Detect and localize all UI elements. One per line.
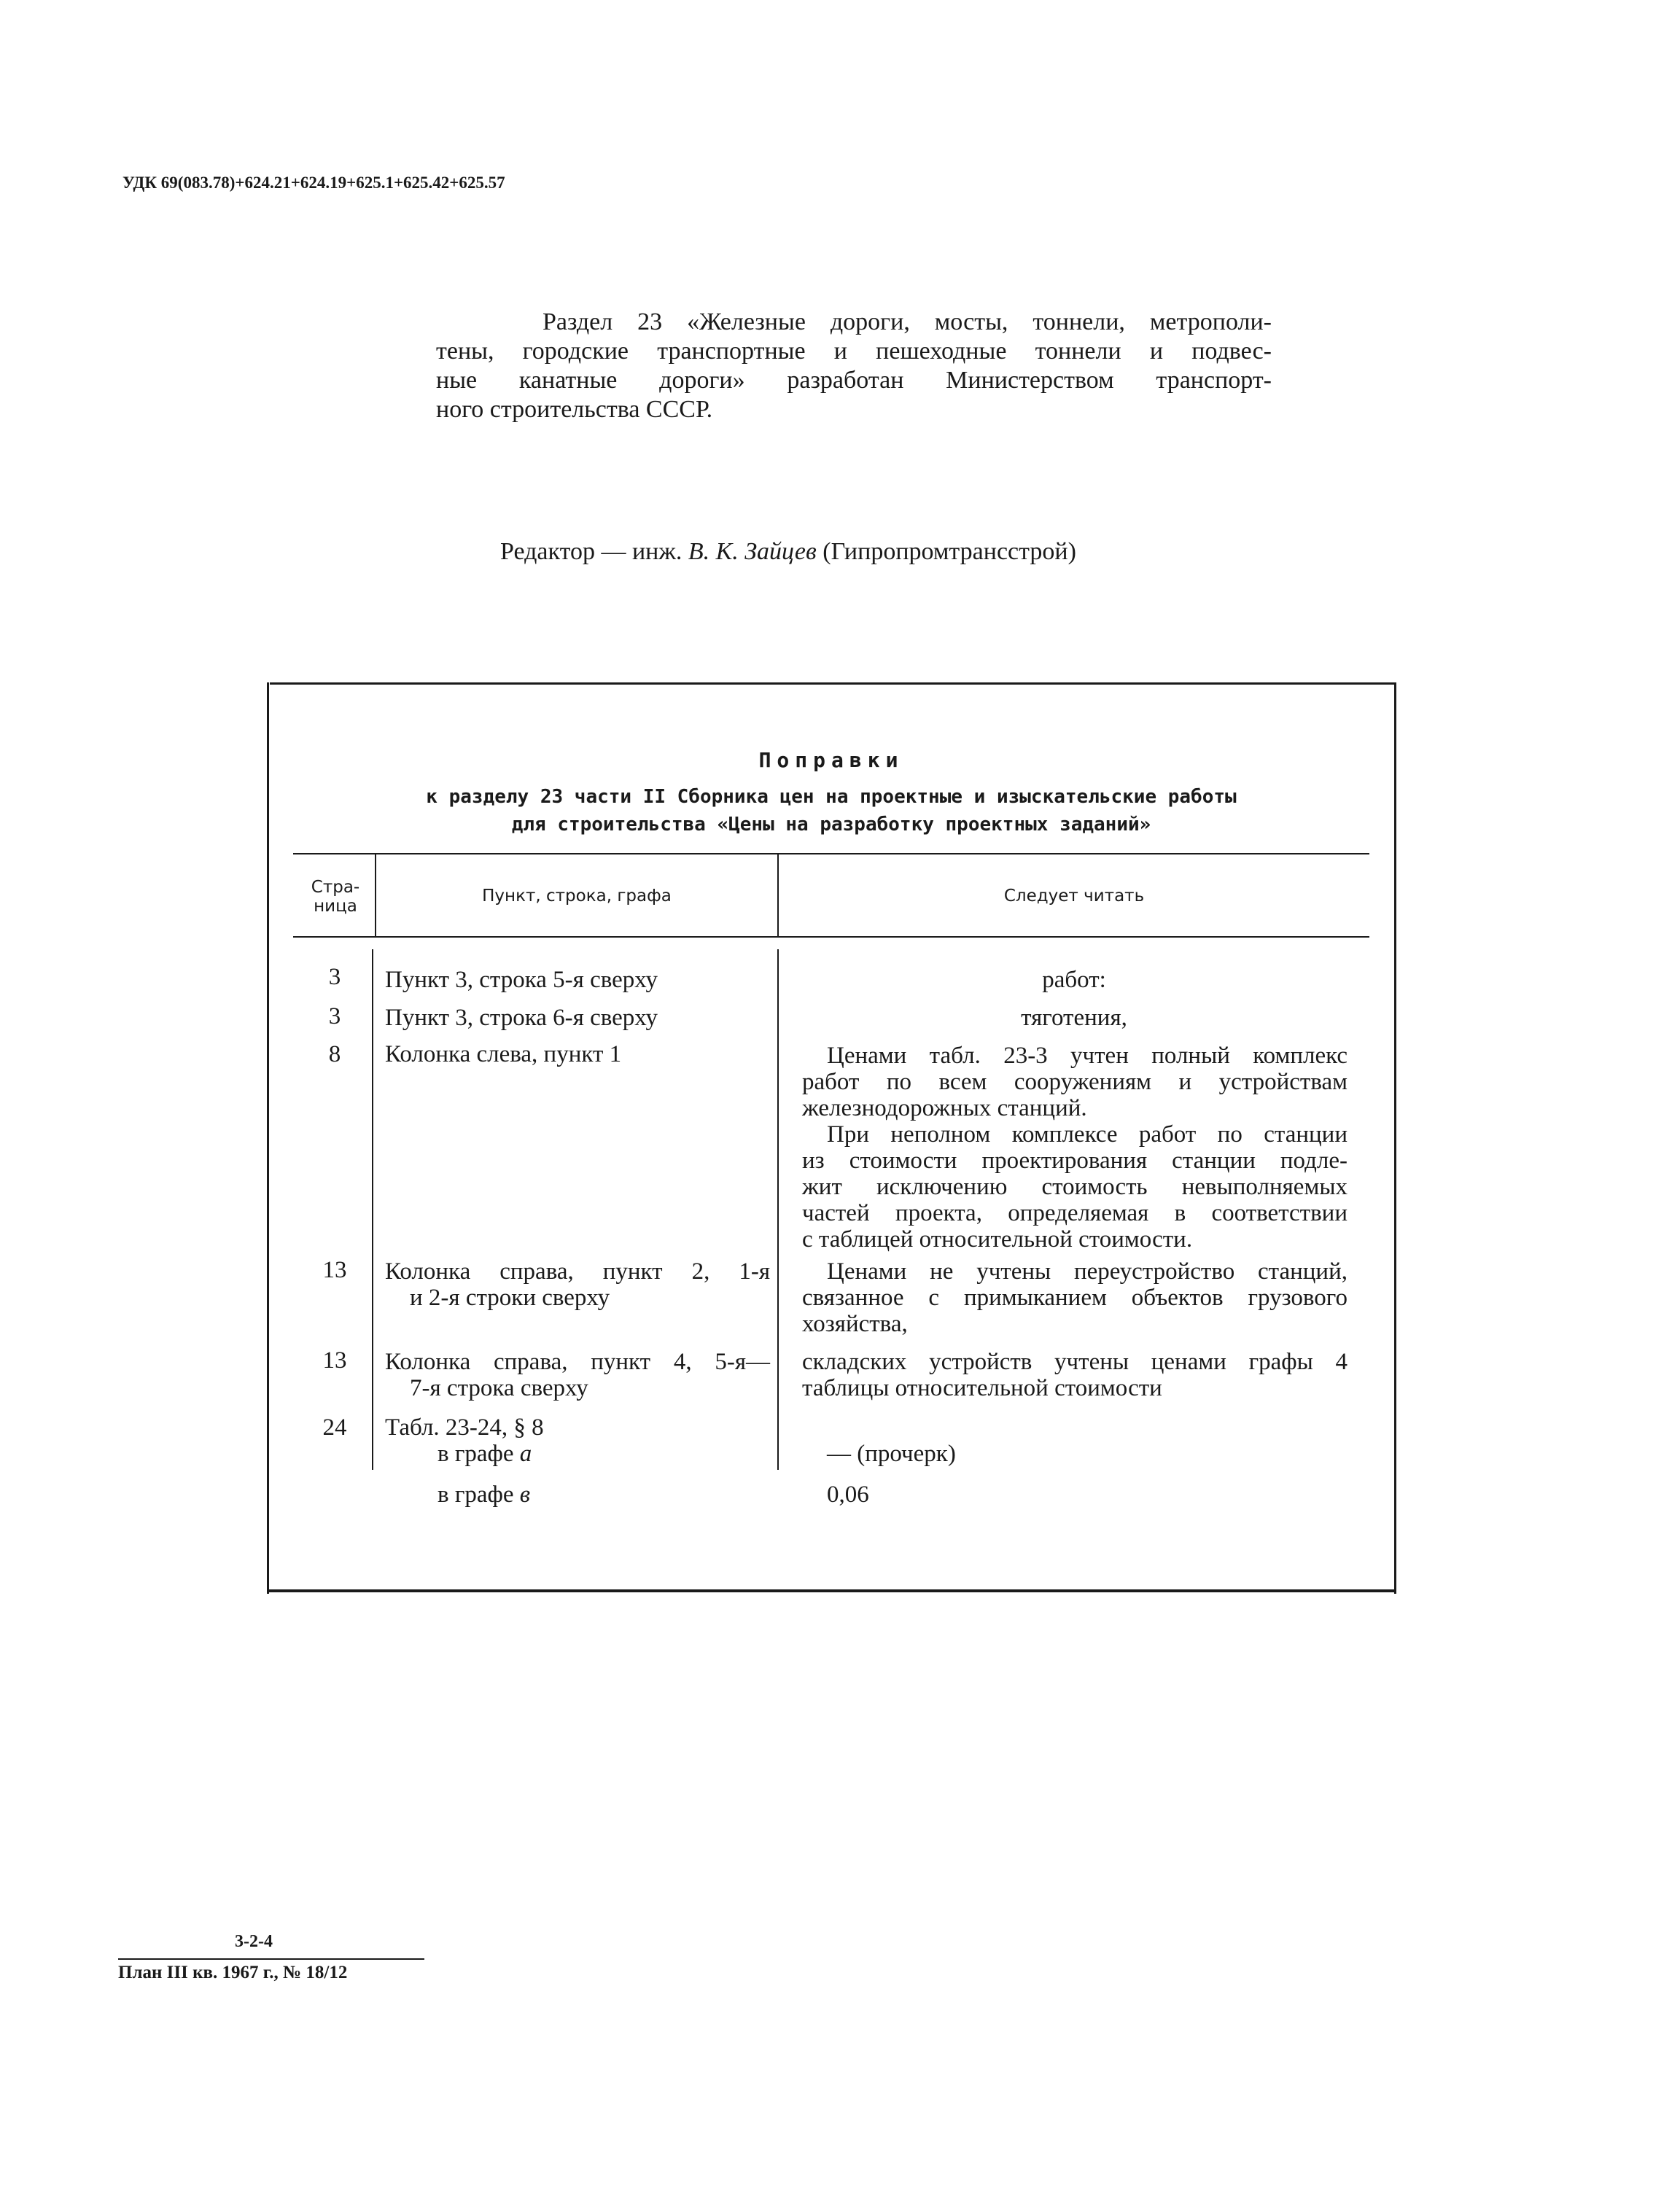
table-row-page: 13	[322, 1347, 347, 1374]
location-text: в графе	[438, 1441, 520, 1467]
box-border-top	[270, 682, 1396, 685]
correction-line: При неполном комплексе работ по станции	[827, 1121, 1348, 1148]
table-row-location: Пункт 3, строка 6-я сверху	[385, 1005, 658, 1031]
intro-line: Раздел 23 «Железные дороги, мосты, тоннели, метрополи-	[542, 308, 1272, 335]
correction-line: Ценами табл. 23-3 учтен полный комплекс	[827, 1043, 1348, 1069]
table-row-location	[385, 1349, 770, 1401]
correction-line: железнодорожных станций.	[802, 1095, 1087, 1121]
correction-line: связанное с примыканием объектов грузового	[802, 1285, 1348, 1311]
footer-number: 3-2-4	[235, 1932, 273, 1951]
table-row-location: Колонка слева, пункт 1	[385, 1041, 622, 1067]
table-row-correction	[827, 1441, 956, 1467]
udk-classification: УДК 69(083.78)+624.21+624.19+625.1+625.42+625.57	[122, 174, 505, 192]
editor-name: В. К. Зайцев	[688, 538, 817, 565]
intro-paragraph	[436, 308, 1272, 424]
location-column-letter: а	[519, 1441, 532, 1467]
correction-line: работ по всем сооружениям и устройствам	[802, 1069, 1348, 1095]
header-page-line1: Стра-	[311, 878, 360, 897]
location-text: в графе	[438, 1481, 520, 1508]
column-header-location: Пункт, строка, графа	[482, 887, 672, 906]
correction-line: Ценами не учтены переустройство станций,	[827, 1258, 1348, 1285]
footer-plan: План III кв. 1967 г., № 18/12	[118, 1963, 348, 1982]
column-header-correction: Следует читать	[1003, 887, 1145, 906]
header-page-line2: ница	[314, 897, 357, 916]
table-column-divider	[372, 949, 373, 1470]
location-line	[385, 1481, 544, 1508]
editor-credit	[500, 538, 1076, 566]
correction-line: складских устройств учтены ценами графы 4	[802, 1349, 1348, 1375]
location-line: и 2-я строки сверху	[410, 1285, 610, 1311]
table-row-location: Пункт 3, строка 5-я сверху	[385, 967, 658, 993]
table-row-page: 8	[328, 1041, 341, 1067]
corrections-subtitle-line2: для строительства «Цены на разработку проектных заданий»	[511, 814, 1151, 836]
table-row-correction: тяготения,	[1021, 1005, 1127, 1031]
editor-organization: (Гипропромтрансстрой)	[816, 538, 1076, 565]
table-row-page: 3	[328, 1003, 341, 1029]
table-header-rule	[293, 936, 1369, 938]
intro-line: тены, городские транспортные и пешеходные тоннели и подвес-	[436, 338, 1272, 365]
footer-rule	[118, 1958, 424, 1960]
table-row-correction	[827, 1481, 869, 1508]
correction-line: жит исключению стоимость невыполняемых	[802, 1174, 1348, 1200]
correction-line: хозяйства,	[802, 1311, 908, 1337]
column-header-page	[296, 878, 375, 916]
correction-line: таблицы относительной стоимости	[802, 1375, 1162, 1401]
table-row-location	[385, 1414, 544, 1508]
location-column-letter: в	[519, 1481, 531, 1508]
corrections-title: Поправки	[758, 748, 904, 772]
location-line: Колонка справа, пункт 4, 5-я—	[385, 1349, 770, 1375]
box-border-bottom	[267, 1589, 1396, 1592]
location-line: Колонка справа, пункт 2, 1-я	[385, 1258, 770, 1285]
location-line: 7-я строка сверху	[410, 1375, 588, 1401]
table-row-correction: работ:	[1042, 967, 1106, 993]
table-top-rule	[293, 853, 1369, 854]
table-row-correction	[802, 1043, 1348, 1253]
location-line	[385, 1441, 544, 1467]
correction-line: частей проекта, определяемая в соответствии	[802, 1200, 1348, 1226]
table-row-correction	[802, 1349, 1348, 1401]
correction-line: — (прочерк)	[827, 1441, 956, 1467]
corrections-box	[267, 682, 1396, 1592]
intro-line: ные канатные дороги» разработан Министерством транспорт-	[436, 367, 1272, 394]
table-row-page: 24	[322, 1414, 347, 1441]
table-row-page: 3	[328, 964, 341, 990]
table-row-correction	[802, 1258, 1348, 1337]
table-row-location	[385, 1258, 770, 1311]
correction-line: 0,06	[827, 1481, 869, 1508]
editor-prefix: Редактор — инж.	[500, 538, 688, 565]
location-line: Табл. 23-24, § 8	[385, 1414, 544, 1441]
table-row-page: 13	[322, 1257, 347, 1283]
correction-line: с таблицей относительной стоимости.	[802, 1226, 1193, 1253]
corrections-subtitle-line1: к разделу 23 части II Сборника цен на проектные и изыскательские работы	[426, 786, 1237, 808]
intro-line: ного строительства СССР.	[436, 396, 713, 423]
correction-line: из стоимости проектирования станции подле-	[802, 1148, 1348, 1174]
